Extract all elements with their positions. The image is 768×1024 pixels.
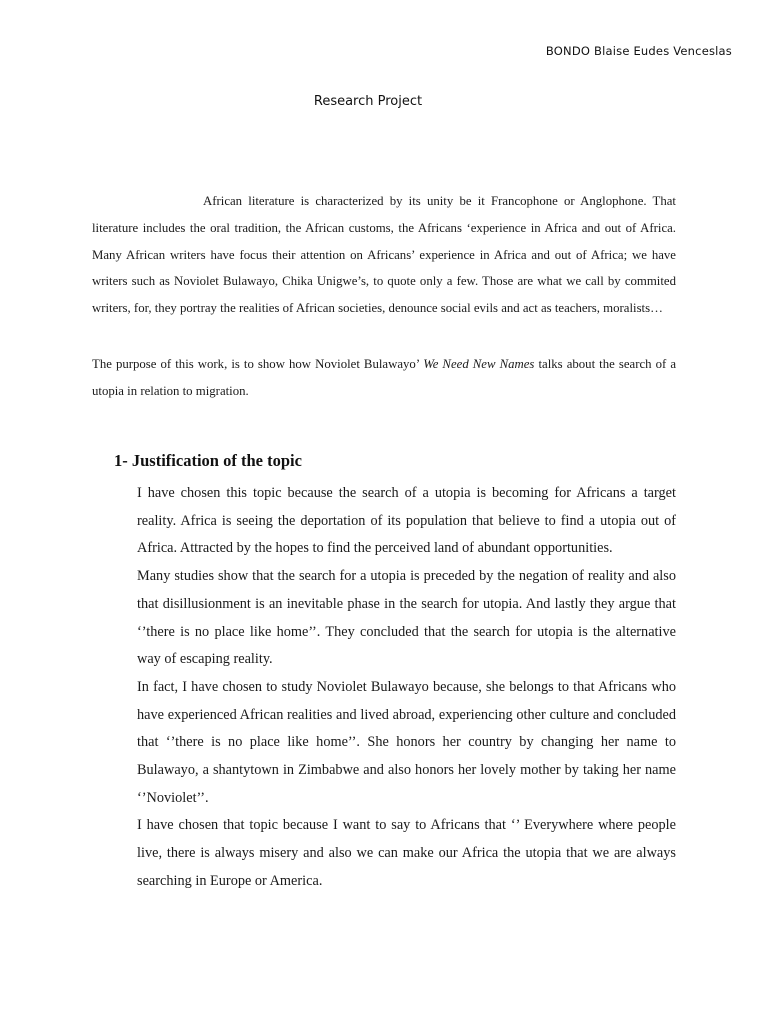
author-name: BONDO Blaise Eudes Venceslas: [545, 44, 732, 58]
document-title: Research Project: [313, 94, 423, 109]
section-paragraph: Many studies show that the search for a utopia is preceded by the negation of reality and also that disillusionment is an inevitable phase in the search for utopia. And lastly they argue that ‘’there is no place like home’’. They concluded that the search for utopia is the alternative way of escaping reality.: [137, 568, 676, 668]
book-title: We Need New Names: [423, 357, 535, 371]
section-heading: 1- Justification of the topic: [114, 451, 302, 470]
intro-paragraph-2: [92, 351, 676, 405]
intro-paragraph-2-text-after: talks about the search of a utopia in relation to migration.: [92, 357, 677, 398]
intro-paragraph-1: African literature is characterized by its unity be it Francophone or Anglophone. That literature includes the oral tradition, the African customs, the Africans ‘experience in Africa and out of Africa. Many African writers have focus their attention on Africans’ experience in Africa and out of Africa; we have writers such as Noviolet Bulawayo, Chika Unigwe’s, to quote only a few. Those are what we call by commited writers, for, they portray the realities of African societies, denounce social evils and act as teachers, moralists…: [92, 194, 676, 316]
section-paragraph: In fact, I have chosen to study Noviolet Bulawayo because, she belongs to that Africans who have experienced African realities and lived abroad, experiencing other culture and concluded that ‘’there is no place like home’’. She honors her country by changing her name to Bulawayo, a shantytown in Zimbabwe and also honors her lovely mother by taking her name ‘’Noviolet’’.: [137, 678, 676, 806]
section-body: [137, 480, 676, 896]
section-paragraph: I have chosen that topic because I want to say to Africans that ‘’ Everywhere where people live, there is always misery and also we can make our Africa the utopia that we are always searching in Europe or America.: [137, 817, 676, 889]
intro-paragraph-2-text-before: The purpose of this work, is to show how Noviolet Bulawayo’: [92, 357, 424, 371]
section-paragraph: I have chosen this topic because the search of a utopia is becoming for Africans a target reality. Africa is seeing the deportation of its population that believe to find a utopia out of Africa. Attracted by the hopes to find the perceived land of abundant opportunities.: [137, 485, 676, 557]
